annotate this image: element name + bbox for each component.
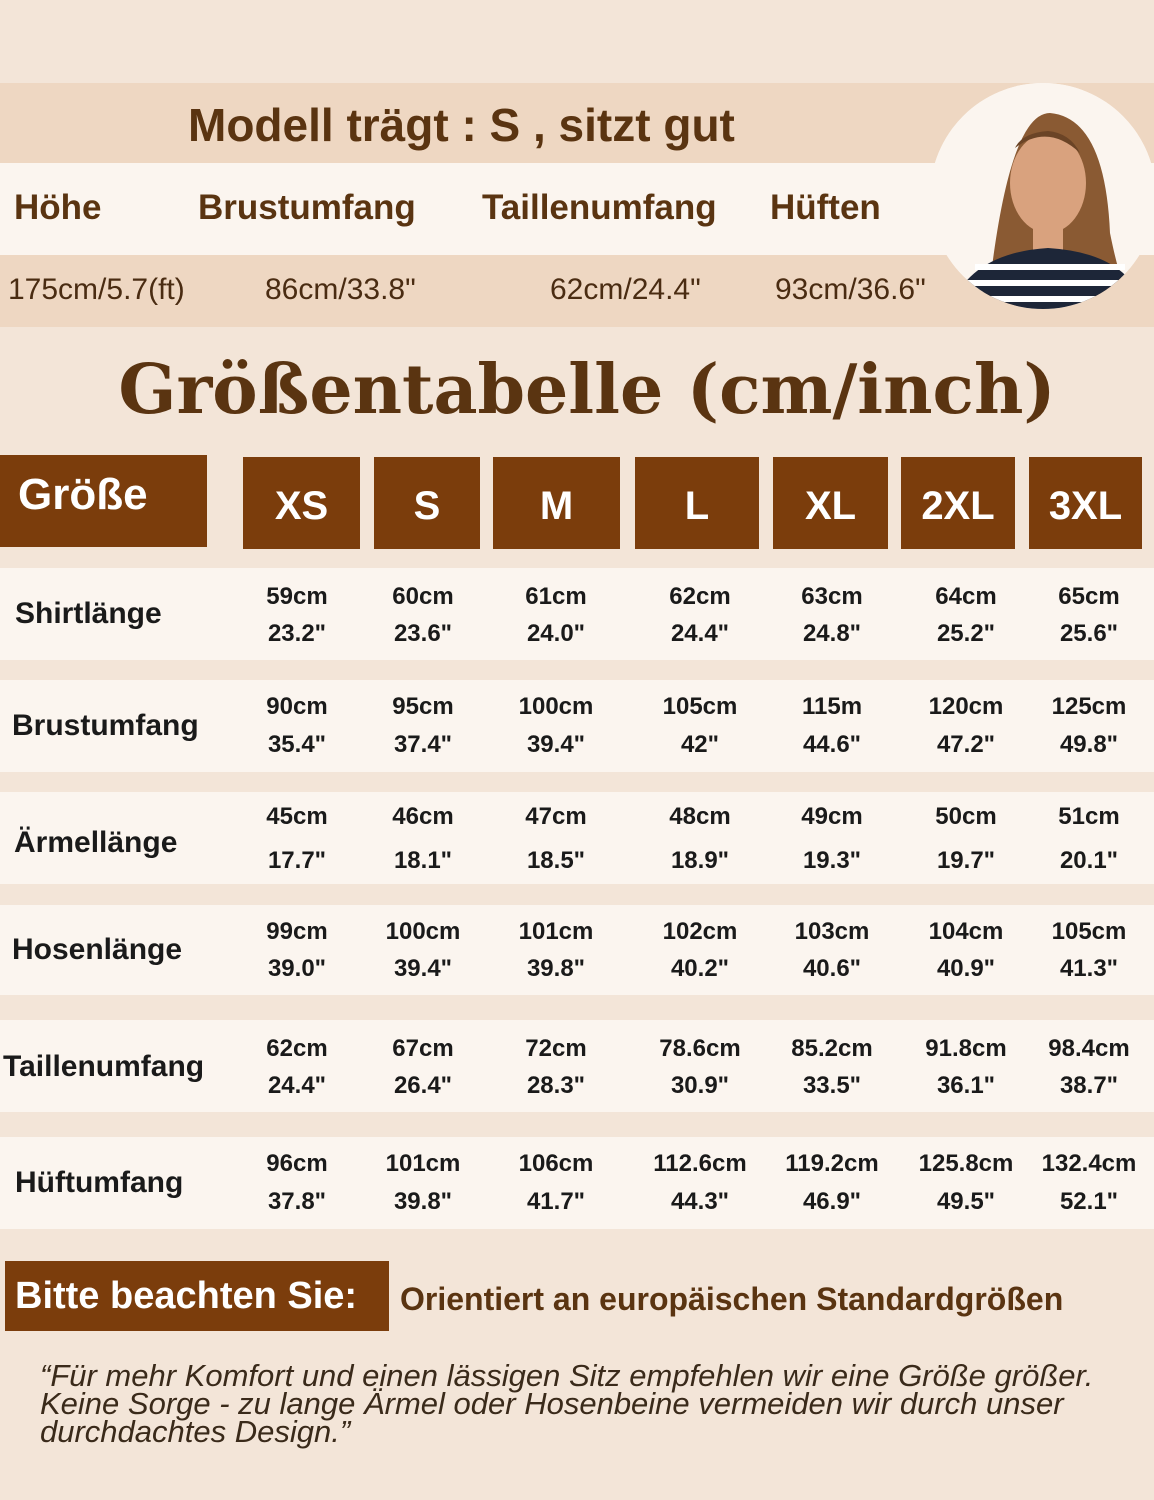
cell-inch: 36.1" — [936, 1072, 996, 1099]
cell-inch: 52.1" — [1059, 1188, 1119, 1215]
cell-cm: 62cm — [266, 1035, 328, 1062]
cell-inch: 44.3" — [670, 1188, 730, 1215]
cell-cm: 51cm — [1058, 803, 1120, 830]
cell-cm: 112.6cm — [653, 1150, 747, 1177]
size-header-l: L — [635, 457, 759, 549]
model-label-waist: Taillenumfang — [482, 188, 717, 227]
cell-inch: 38.7" — [1059, 1072, 1119, 1099]
cell-cm: 49cm — [801, 803, 863, 830]
cell-cm: 61cm — [525, 583, 587, 610]
model-value-waist: 62cm/24.4" — [550, 273, 701, 306]
cell-inch: 28.3" — [526, 1072, 586, 1099]
cell-inch: 23.2" — [267, 620, 327, 647]
model-label-hips: Hüften — [770, 188, 881, 227]
cell-inch: 33.5" — [802, 1072, 862, 1099]
model-label-bust: Brustumfang — [198, 188, 416, 227]
cell-inch: 19.7" — [936, 847, 996, 874]
cell-cm: 59cm — [266, 583, 328, 610]
cell-inch: 26.4" — [393, 1072, 453, 1099]
cell-cm: 125cm — [1051, 693, 1127, 720]
size-header-xs: XS — [243, 457, 360, 549]
cell-inch: 18.1" — [393, 847, 453, 874]
cell-inch: 18.5" — [526, 847, 586, 874]
model-title: Modell trägt : S , sitzt gut — [188, 99, 735, 151]
cell-cm: 100cm — [385, 918, 461, 945]
row-label-sleeve-length: Ärmellänge — [14, 826, 178, 859]
cell-cm: 85.2cm — [791, 1035, 873, 1062]
cell-inch: 25.6" — [1059, 620, 1119, 647]
cell-cm: 103cm — [794, 918, 870, 945]
cell-inch: 44.6" — [802, 731, 862, 758]
cell-inch: 17.7" — [267, 847, 327, 874]
model-value-hips: 93cm/36.6" — [775, 273, 926, 306]
cell-inch: 47.2" — [936, 731, 996, 758]
cell-inch: 46.9" — [802, 1188, 862, 1215]
cell-cm: 101cm — [518, 918, 594, 945]
cell-inch: 24.8" — [802, 620, 862, 647]
cell-cm: 104cm — [928, 918, 1004, 945]
cell-cm: 72cm — [525, 1035, 587, 1062]
cell-cm: 120cm — [928, 693, 1004, 720]
cell-inch: 24.4" — [267, 1072, 327, 1099]
model-photo — [930, 83, 1154, 309]
cell-inch: 41.3" — [1059, 955, 1119, 982]
row-label-shirt-length: Shirtlänge — [15, 597, 162, 630]
cell-cm: 65cm — [1058, 583, 1120, 610]
cell-inch: 37.8" — [267, 1188, 327, 1215]
cell-inch: 49.5" — [936, 1188, 996, 1215]
cell-inch: 25.2" — [936, 620, 996, 647]
size-chart-title: Größentabelle (cm/inch) — [118, 350, 1056, 430]
cell-inch: 35.4" — [267, 731, 327, 758]
cell-inch: 39.4" — [526, 731, 586, 758]
cell-cm: 63cm — [801, 583, 863, 610]
cell-cm: 102cm — [662, 918, 738, 945]
cell-inch: 24.4" — [670, 620, 730, 647]
row-label-hip: Hüftumfang — [15, 1166, 184, 1199]
cell-inch: 30.9" — [670, 1072, 730, 1099]
cell-inch: 40.6" — [802, 955, 862, 982]
cell-inch: 39.8" — [393, 1188, 453, 1215]
cell-inch: 39.0" — [267, 955, 327, 982]
row-label-waist: Taillenumfang — [3, 1050, 205, 1083]
cell-inch: 49.8" — [1059, 731, 1119, 758]
cell-cm: 105cm — [662, 693, 738, 720]
size-header-m: M — [493, 457, 620, 549]
cell-inch: 40.2" — [670, 955, 730, 982]
cell-inch: 37.4" — [393, 731, 453, 758]
cell-cm: 100cm — [518, 693, 594, 720]
cell-cm: 60cm — [392, 583, 454, 610]
cell-cm: 119.2cm — [785, 1150, 879, 1177]
cell-cm: 105cm — [1051, 918, 1127, 945]
cell-cm: 46cm — [392, 803, 454, 830]
cell-cm: 132.4cm — [1041, 1150, 1137, 1177]
cell-cm: 125.8cm — [918, 1150, 1014, 1177]
cell-inch: 23.6" — [393, 620, 453, 647]
cell-inch: 40.9" — [936, 955, 996, 982]
cell-inch: 39.4" — [393, 955, 453, 982]
cell-cm: 95cm — [392, 693, 454, 720]
cell-cm: 50cm — [935, 803, 997, 830]
row-label-bust: Brustumfang — [12, 709, 199, 742]
model-value-bust: 86cm/33.8" — [265, 273, 416, 306]
fit-advice-quote: “Für mehr Komfort und einen lässigen Sitz empfehlen wir eine Größe größer. Keine Sorge - zu lange Ärmel oder Hosenbeine vermeiden wir durch unser durchdachtes Design.” — [40, 1358, 1094, 1449]
cell-inch: 41.7" — [526, 1188, 586, 1215]
cell-cm: 78.6cm — [659, 1035, 741, 1062]
note-badge: Bitte beachten Sie: — [5, 1261, 389, 1331]
cell-cm: 96cm — [266, 1150, 328, 1177]
cell-cm: 90cm — [266, 693, 328, 720]
model-value-height: 175cm/5.7(ft) — [8, 273, 185, 306]
model-photo-illustration — [930, 83, 1154, 309]
cell-cm: 45cm — [266, 803, 328, 830]
cell-inch: 24.0" — [526, 620, 586, 647]
size-header-3xl: 3XL — [1029, 457, 1142, 549]
size-header-xl: XL — [773, 457, 888, 549]
cell-inch: 18.9" — [670, 847, 730, 874]
model-label-height: Höhe — [14, 188, 102, 227]
cell-cm: 115m — [801, 693, 863, 720]
row-label-pant-length: Hosenlänge — [12, 933, 183, 966]
cell-inch: 39.8" — [526, 955, 586, 982]
size-header-label: Größe — [0, 455, 207, 547]
cell-cm: 47cm — [525, 803, 587, 830]
cell-cm: 99cm — [266, 918, 328, 945]
cell-inch: 42" — [680, 731, 720, 758]
cell-cm: 67cm — [392, 1035, 454, 1062]
size-header-2xl: 2XL — [901, 457, 1015, 549]
note-text: Orientiert an europäischen Standardgrößen — [400, 1281, 1064, 1317]
cell-inch: 19.3" — [802, 847, 862, 874]
cell-cm: 101cm — [385, 1150, 461, 1177]
cell-inch: 20.1" — [1059, 847, 1119, 874]
cell-cm: 91.8cm — [925, 1035, 1007, 1062]
cell-cm: 64cm — [935, 583, 997, 610]
cell-cm: 106cm — [518, 1150, 594, 1177]
cell-cm: 62cm — [669, 583, 731, 610]
cell-cm: 98.4cm — [1048, 1035, 1130, 1062]
size-header-s: S — [374, 457, 480, 549]
cell-cm: 48cm — [669, 803, 731, 830]
